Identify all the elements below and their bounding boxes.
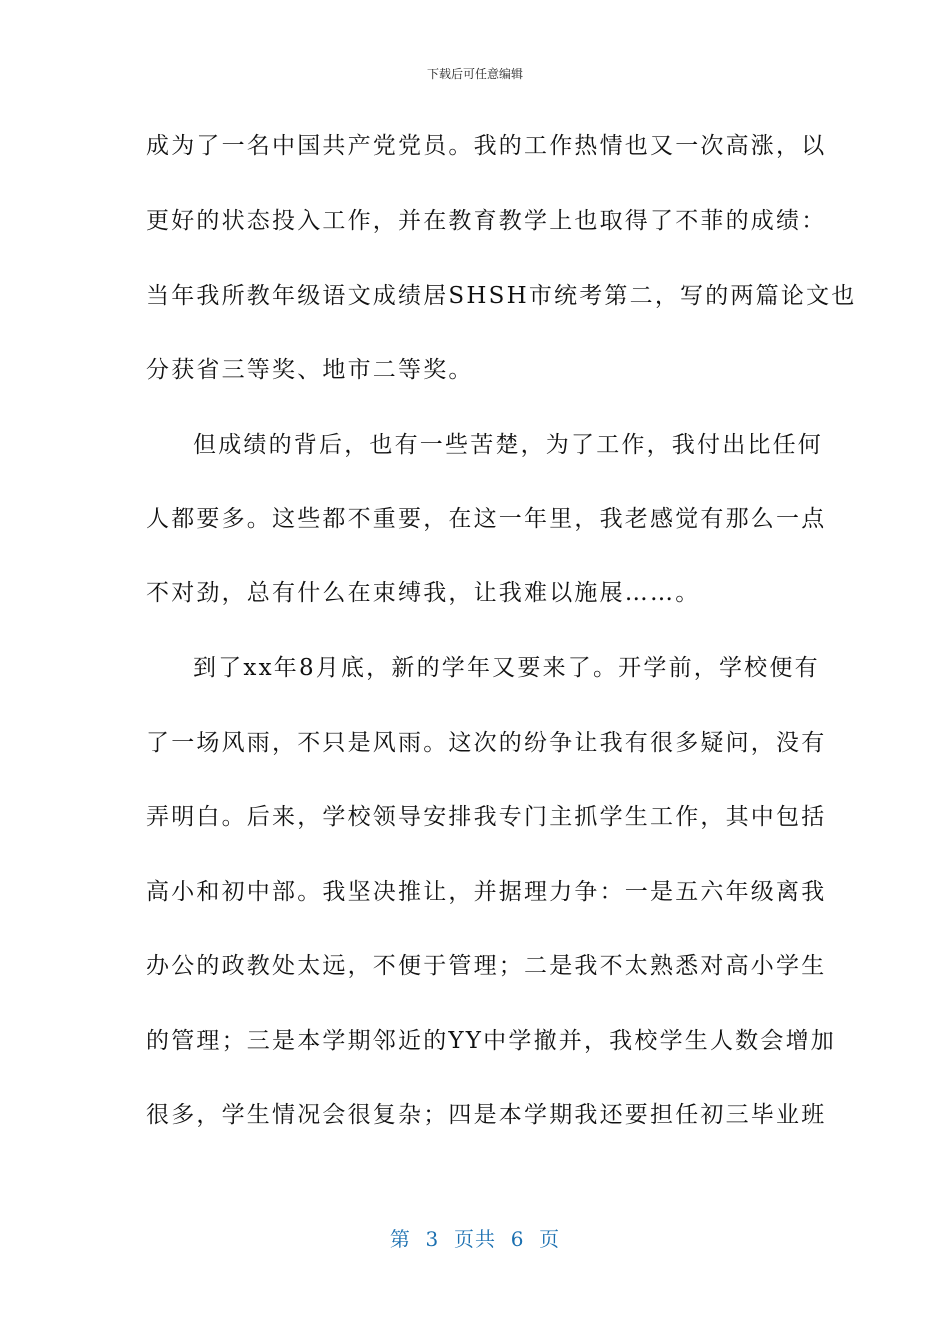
body-line: 到了xx年8月底，新的学年又要来了。开学前，学校便有 — [193, 655, 820, 681]
page-prefix: 第 — [389, 1227, 411, 1251]
body-line: 弄明白。后来，学校领导安排我专门主抓学生工作，其中包括 — [146, 804, 827, 830]
body-line: 当年我所教年级语文成绩居SHSH市统考第二，写的两篇论文也 — [146, 283, 857, 309]
total-pages-number: 6 — [510, 1227, 525, 1251]
body-line: 成为了一名中国共产党党员。我的工作热情也又一次高涨，以 — [146, 133, 827, 159]
body-line: 人都要多。这些都不重要，在这一年里，我老感觉有那么一点 — [146, 506, 827, 532]
page-footer — [0, 1226, 950, 1252]
body-line: 办公的政教处太远，不便于管理；二是我不太熟悉对高小学生 — [146, 953, 827, 979]
body-line: 分获省三等奖、地市二等奖。 — [146, 357, 474, 383]
current-page-number: 3 — [425, 1227, 440, 1251]
page-suffix: 页 — [539, 1227, 561, 1251]
body-line: 了一场风雨，不只是风雨。这次的纷争让我有很多疑问，没有 — [146, 730, 827, 756]
body-line: 的管理；三是本学期邻近的YY中学撤并，我校学生人数会增加 — [146, 1028, 836, 1054]
header-note: 下载后可任意编辑 — [426, 67, 523, 81]
body-line: 更好的状态投入工作，并在教育教学上也取得了不菲的成绩： — [146, 208, 827, 234]
body-line: 但成绩的背后，也有一些苦楚，为了工作，我付出比任何 — [193, 432, 823, 458]
body-line: 不对劲，总有什么在束缚我，让我难以施展……。 — [146, 580, 701, 606]
body-line: 很多，学生情况会很复杂；四是本学期我还要担任初三毕业班 — [146, 1102, 827, 1128]
page-middle: 页共 — [454, 1227, 496, 1251]
body-line: 高小和初中部。我坚决推让，并据理力争：一是五六年级离我 — [146, 879, 827, 905]
